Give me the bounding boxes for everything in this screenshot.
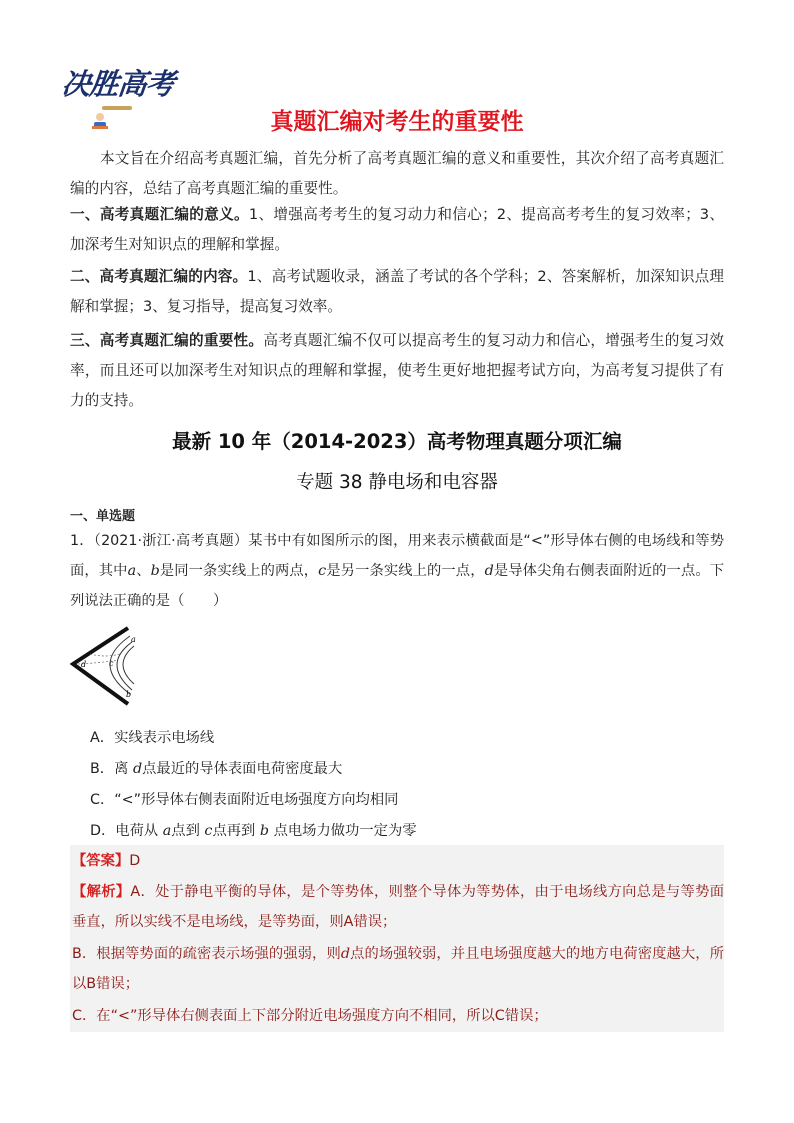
collection-title: 最新 10 年（2014-2023）高考物理真题分项汇编	[172, 430, 622, 453]
label-c: c	[109, 659, 114, 668]
point-3-text: 高考真题汇编不仅可以提高考生的复习动力和信心，增强考生的复习效率，而且还可以加深考生对知识点的理解和掌握，使考生更好地把握考试方向，为高考复习提供了有力的支持。	[70, 332, 724, 409]
var-a: a	[127, 563, 137, 579]
logo-text: 决胜高考	[60, 67, 176, 101]
field-line-2	[90, 654, 120, 656]
answer-tag: 【答案】	[72, 853, 130, 869]
var-d: d	[484, 563, 494, 579]
analysis-a-text: A．处于静电平衡的导体，是个等势体，则整个导体为等势体，由于电场线方向总是与等势面垂直，所以实线不是电场线，是等势面，则A错误；	[72, 884, 725, 930]
point-2-text: 1、高考试题收录，涵盖了考试的各个学科；2、答案解析，加深知识点理解和掌握；3、复习指导，提高复习效率。	[70, 268, 724, 315]
label-d: d	[81, 660, 87, 669]
option-a: A．实线表示电场线	[90, 730, 215, 746]
point-3-head: 三、高考真题汇编的重要性。	[70, 332, 264, 349]
question-end: 是导体尖角右侧表面附近的一点。下列说法正确的是（ ）	[70, 563, 725, 609]
analysis-c: C．在“<”形导体右侧表面上下部分附近电场强度方向不相同，所以C错误；	[72, 1008, 548, 1024]
analysis-b	[72, 939, 724, 999]
option-d-post: 点电场力做功一定为零	[269, 823, 417, 839]
question-mid1: 是同一条实线上的两点，	[159, 563, 319, 579]
option-b-pre: B．离	[90, 761, 133, 777]
main-title: 真题汇编对考生的重要性	[270, 109, 524, 135]
point-1	[70, 200, 724, 260]
option-b	[90, 758, 342, 778]
option-c: C．“<”形导体右侧表面附近电场强度方向均相同	[90, 792, 399, 808]
question-mid2: 是另一条实线上的一点，	[326, 563, 485, 579]
var-c: c	[318, 563, 327, 579]
point-2-head: 二、高考真题汇编的内容。	[70, 268, 248, 285]
analysis-tag: 【解析】	[72, 884, 131, 900]
option-d-a: a	[162, 823, 172, 839]
answer-line	[72, 846, 724, 876]
question-text	[70, 526, 724, 616]
option-b-var: d	[132, 761, 143, 777]
point-2	[70, 262, 724, 322]
point-1-head: 一、高考真题汇编的意义。	[70, 206, 249, 223]
section-heading: 一、单选题	[70, 509, 136, 524]
conductor-field-diagram	[70, 624, 160, 710]
equipotential-line-3	[123, 646, 134, 684]
question-sep: 、	[136, 563, 151, 579]
option-b-post: 点最近的导体表面电荷密度最大	[142, 761, 343, 777]
analysis-b-pre: B．根据等势面的疏密表示场强的强弱，则	[72, 946, 341, 962]
option-d-mid1: 点到	[171, 823, 205, 839]
option-d-c: c	[204, 823, 213, 839]
point-3	[70, 326, 724, 416]
analysis-b-post: 点的场强较弱，并且电场强度越大的地方电荷密度越大，所以B错误；	[72, 946, 724, 992]
option-d-b: b	[259, 823, 270, 839]
point-1-text: 1、增强高考考生的复习动力和信心；2、提高高考考生的复习效率；3、加深考生对知识点的理解和掌握。	[70, 206, 724, 253]
label-a: a	[131, 635, 136, 644]
analysis-a	[72, 877, 724, 937]
answer-value: D	[129, 853, 141, 869]
option-d-mid2: 点再到	[212, 823, 260, 839]
equipotential-line-2	[117, 642, 132, 690]
option-d-pre: D．电荷从	[90, 823, 163, 839]
analysis-b-var: d	[340, 946, 350, 962]
label-b: b	[126, 690, 132, 699]
var-b: b	[150, 563, 160, 579]
topic-title: 专题 38 静电场和电容器	[296, 472, 498, 493]
intro-paragraph: 本文旨在介绍高考真题汇编，首先分析了高考真题汇编的意义和重要性，其次介绍了高考真题汇编的内容，总结了高考真题汇编的重要性。	[70, 150, 724, 197]
question-prefix: 1．（2021·浙江·高考真题）某书中有如图所示的图，用来表示横截面是“<”形导体右侧的电场线和等势面，其中	[70, 533, 724, 579]
option-d	[90, 820, 417, 840]
